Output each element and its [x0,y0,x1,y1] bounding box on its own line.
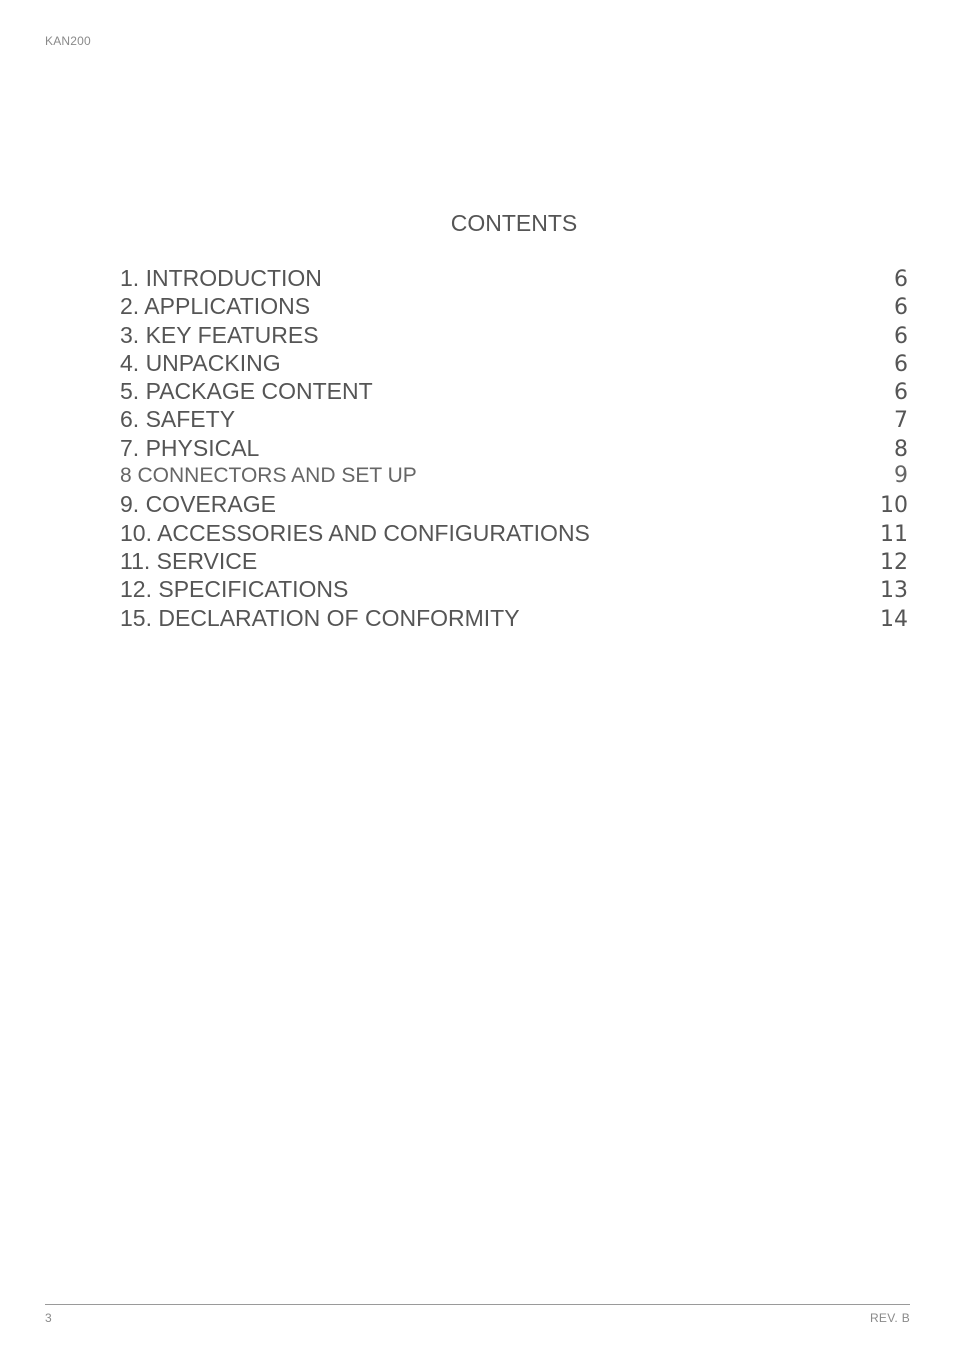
toc-entry-connectors-and-set-up[interactable] [120,463,908,491]
toc-entry-label: 7. PHYSICAL [120,434,260,461]
toc-entry-specifications[interactable] [120,576,908,604]
toc-entry-label: 5. PACKAGE CONTENT [120,378,373,405]
toc-entry-label: 12. SPECIFICATIONS [120,576,349,603]
toc-entry-safety[interactable] [120,406,908,434]
toc-entry-accessories-and-configurations[interactable] [120,520,908,548]
toc-entry-label: 6. SAFETY [120,406,236,433]
toc-entry-page: 12 [880,549,908,575]
table-of-contents [120,265,908,633]
toc-entry-service[interactable] [120,548,908,576]
toc-entry-package-content[interactable] [120,378,908,406]
toc-entry-page: 6 [894,380,908,406]
toc-entry-page: 14 [880,606,908,632]
toc-entry-page: 6 [894,295,908,321]
toc-entry-label: 11. SERVICE [120,547,258,574]
toc-entry-unpacking[interactable] [120,350,908,378]
toc-entry-page: 11 [880,521,908,547]
toc-entry-label: 10. ACCESSORIES AND CONFIGURATIONS [120,519,590,546]
toc-entry-label: 4. UNPACKING [120,349,281,376]
contents-title: CONTENTS [450,210,578,236]
footer-page-number: 3 [45,1311,52,1325]
toc-entry-page: 8 [894,436,908,462]
toc-entry-coverage[interactable] [120,491,908,519]
toc-entry-page: 9 [894,463,908,489]
toc-entry-page: 10 [880,493,908,519]
toc-entry-key-features[interactable] [120,322,908,350]
toc-entry-page: 6 [894,323,908,349]
toc-entry-page: 6 [894,267,908,292]
toc-entry-physical[interactable] [120,435,908,463]
toc-entry-declaration-of-conformity[interactable] [120,605,908,633]
footer-revision: REV. B [869,1311,910,1325]
toc-entry-applications[interactable] [120,293,908,321]
toc-entry-page: 13 [880,578,908,604]
toc-entry-page: 7 [894,408,908,434]
toc-entry-label: 3. KEY FEATURES [120,321,319,348]
toc-entry-label: 2. APPLICATIONS [120,293,311,320]
toc-entry-introduction[interactable] [120,265,908,293]
toc-entry-page: 6 [894,351,908,377]
document-code: KAN200 [45,34,91,48]
toc-entry-label: 8 CONNECTORS AND SET UP [120,464,417,488]
toc-entry-label: 9. COVERAGE [120,491,276,518]
toc-entry-label: 1. INTRODUCTION [120,265,322,291]
footer-divider [45,1304,910,1305]
toc-entry-label: 15. DECLARATION OF CONFORMITY [120,604,520,631]
